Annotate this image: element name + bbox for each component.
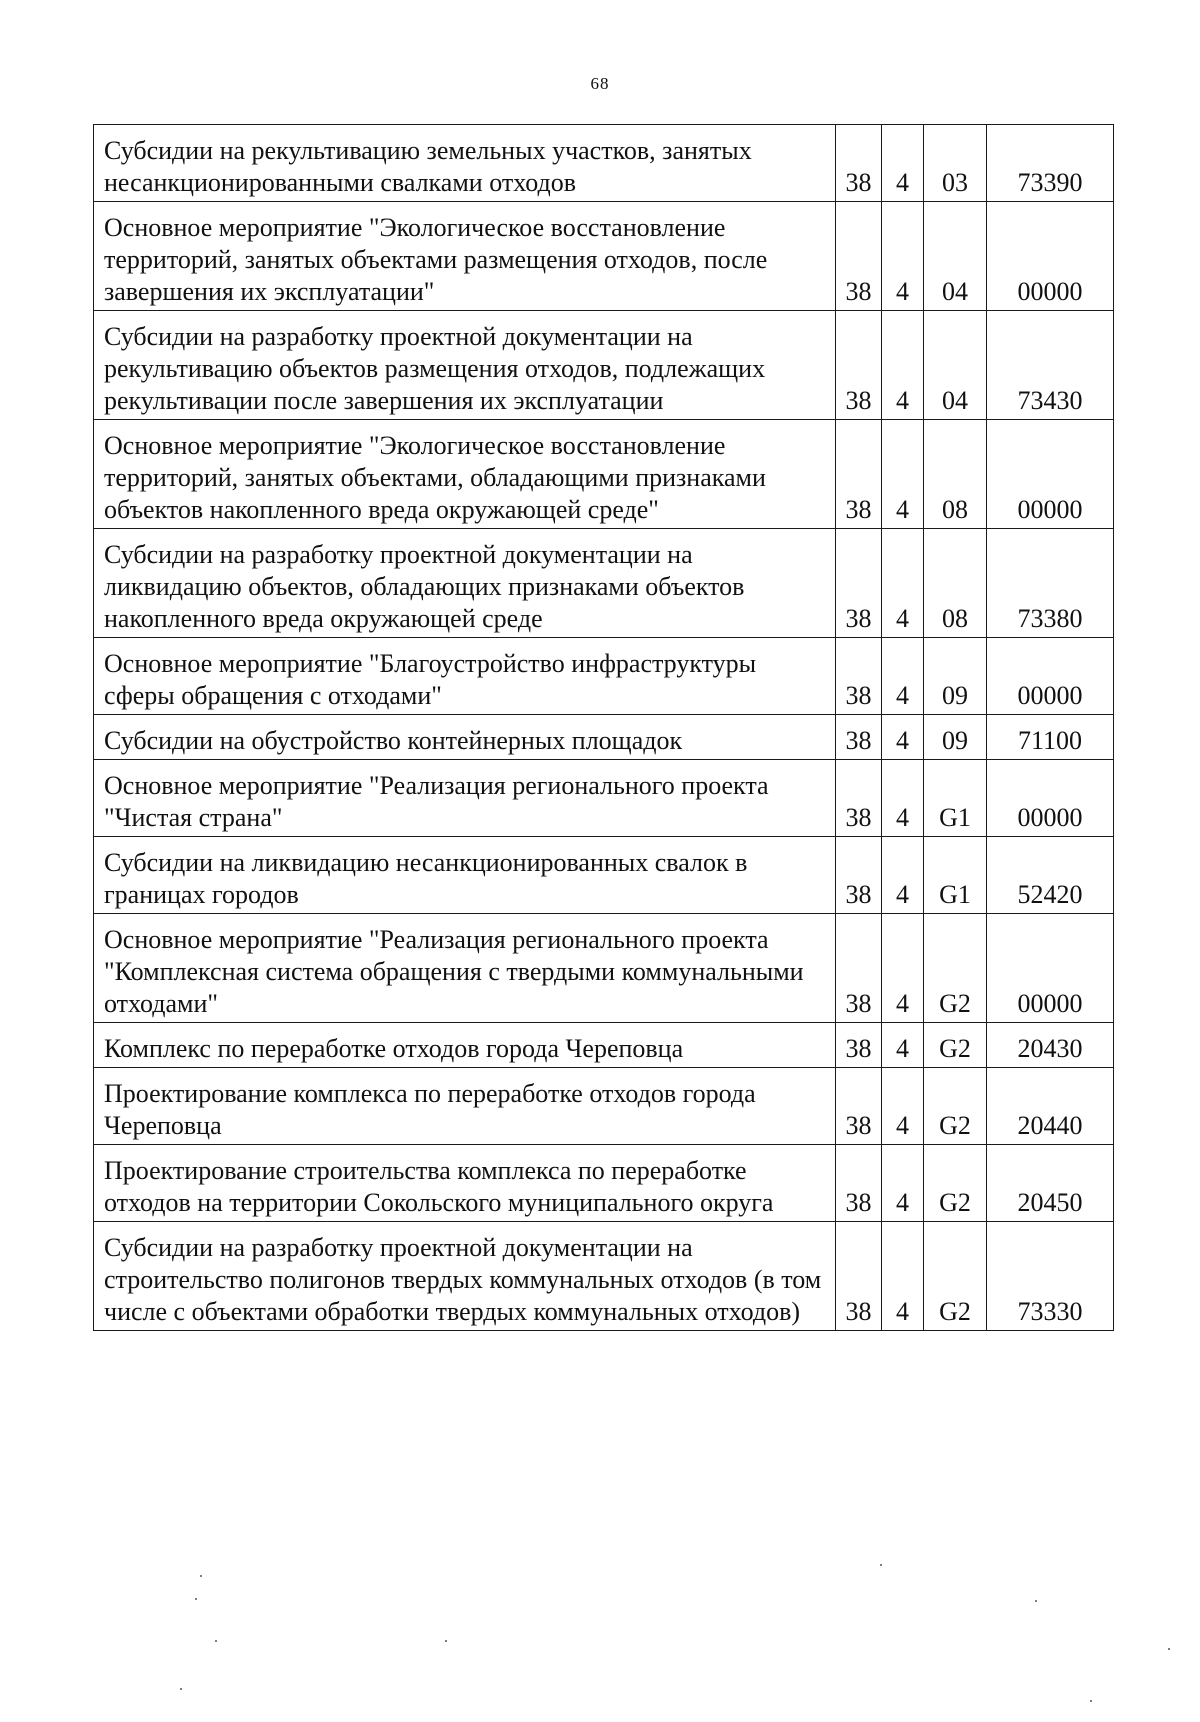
subprogram-code: 4 <box>882 529 924 638</box>
direction-code: 73430 <box>987 311 1114 420</box>
direction-code: 71100 <box>987 715 1114 760</box>
program-code: 38 <box>836 715 882 760</box>
row-name: Субсидии на рекультивацию земельных участков, занятых несанкционированными свалками отходов <box>94 125 836 202</box>
scan-speck <box>445 1640 447 1642</box>
scan-speck <box>200 1575 202 1577</box>
program-code: 38 <box>836 638 882 715</box>
row-name: Субсидии на разработку проектной документации на ликвидацию объектов, обладающих признаками объектов накопленного вреда окружающей среде <box>94 529 836 638</box>
main-event-code: G2 <box>924 1145 987 1222</box>
main-event-code: 03 <box>924 125 987 202</box>
main-event-code: 08 <box>924 420 987 529</box>
scan-speck <box>195 1598 197 1600</box>
scan-speck <box>180 1688 182 1690</box>
program-code: 38 <box>836 914 882 1023</box>
budget-classification-table <box>93 124 1114 1331</box>
row-name: Основное мероприятие "Реализация регионального проекта "Комплексная система обращения с твердыми коммунальными отходами" <box>94 914 836 1023</box>
direction-code: 20440 <box>987 1068 1114 1145</box>
subprogram-code: 4 <box>882 125 924 202</box>
row-name: Основное мероприятие "Реализация регионального проекта "Чистая страна" <box>94 760 836 837</box>
direction-code: 52420 <box>987 837 1114 914</box>
table-row <box>94 1023 1114 1068</box>
direction-code: 00000 <box>987 760 1114 837</box>
row-name: Субсидии на разработку проектной документации на рекультивацию объектов размещения отходов, подлежащих рекультивации после завершения их эксплуатации <box>94 311 836 420</box>
program-code: 38 <box>836 529 882 638</box>
direction-code: 20430 <box>987 1023 1114 1068</box>
main-event-code: G1 <box>924 837 987 914</box>
program-code: 38 <box>836 1145 882 1222</box>
direction-code: 73380 <box>987 529 1114 638</box>
direction-code: 73330 <box>987 1222 1114 1331</box>
main-event-code: G1 <box>924 760 987 837</box>
program-code: 38 <box>836 202 882 311</box>
subprogram-code: 4 <box>882 1222 924 1331</box>
subprogram-code: 4 <box>882 638 924 715</box>
table-row <box>94 202 1114 311</box>
row-name: Основное мероприятие "Экологическое восстановление территорий, занятых объектами размещения отходов, после завершения их эксплуатации" <box>94 202 836 311</box>
program-code: 38 <box>836 1068 882 1145</box>
table-row <box>94 837 1114 914</box>
program-code: 38 <box>836 1023 882 1068</box>
direction-code: 00000 <box>987 420 1114 529</box>
scan-speck <box>1035 1600 1037 1602</box>
scan-speck <box>1168 1648 1170 1650</box>
row-name: Субсидии на ликвидацию несанкционированных свалок в границах городов <box>94 837 836 914</box>
row-name: Субсидии на разработку проектной документации на строительство полигонов твердых коммунальных отходов (в том числе с объектами обработки твердых коммунальных отходов) <box>94 1222 836 1331</box>
main-event-code: 09 <box>924 638 987 715</box>
program-code: 38 <box>836 837 882 914</box>
table-row <box>94 1222 1114 1331</box>
row-name: Основное мероприятие "Благоустройство инфраструктуры сферы обращения с отходами" <box>94 638 836 715</box>
main-event-code: G2 <box>924 1068 987 1145</box>
table-row <box>94 1145 1114 1222</box>
subprogram-code: 4 <box>882 837 924 914</box>
table-row <box>94 420 1114 529</box>
subprogram-code: 4 <box>882 715 924 760</box>
page-number: 68 <box>590 74 610 93</box>
subprogram-code: 4 <box>882 1145 924 1222</box>
table-row <box>94 311 1114 420</box>
row-name: Комплекс по переработке отходов города Череповца <box>94 1023 836 1068</box>
main-event-code: 09 <box>924 715 987 760</box>
main-event-code: 04 <box>924 311 987 420</box>
table-row <box>94 760 1114 837</box>
row-name: Проектирование комплекса по переработке отходов города Череповца <box>94 1068 836 1145</box>
table-row <box>94 715 1114 760</box>
subprogram-code: 4 <box>882 420 924 529</box>
direction-code: 00000 <box>987 202 1114 311</box>
subprogram-code: 4 <box>882 914 924 1023</box>
row-name: Субсидии на обустройство контейнерных площадок <box>94 715 836 760</box>
main-event-code: G2 <box>924 1023 987 1068</box>
table-row <box>94 1068 1114 1145</box>
subprogram-code: 4 <box>882 1023 924 1068</box>
program-code: 38 <box>836 311 882 420</box>
scan-speck <box>215 1640 217 1642</box>
program-code: 38 <box>836 420 882 529</box>
direction-code: 20450 <box>987 1145 1114 1222</box>
table-row <box>94 914 1114 1023</box>
main-event-code: 08 <box>924 529 987 638</box>
table-row <box>94 638 1114 715</box>
subprogram-code: 4 <box>882 1068 924 1145</box>
table-row <box>94 529 1114 638</box>
main-event-code: 04 <box>924 202 987 311</box>
direction-code: 00000 <box>987 914 1114 1023</box>
scan-speck <box>880 1564 882 1566</box>
subprogram-code: 4 <box>882 760 924 837</box>
direction-code: 73390 <box>987 125 1114 202</box>
direction-code: 00000 <box>987 638 1114 715</box>
program-code: 38 <box>836 760 882 837</box>
program-code: 38 <box>836 125 882 202</box>
scan-speck <box>1090 1700 1092 1702</box>
row-name: Проектирование строительства комплекса по переработке отходов на территории Сокольского муниципального округа <box>94 1145 836 1222</box>
subprogram-code: 4 <box>882 311 924 420</box>
table-row <box>94 125 1114 202</box>
row-name: Основное мероприятие "Экологическое восстановление территорий, занятых объектами, обладающими признаками объектов накопленного вреда окружающей среде" <box>94 420 836 529</box>
main-event-code: G2 <box>924 914 987 1023</box>
subprogram-code: 4 <box>882 202 924 311</box>
program-code: 38 <box>836 1222 882 1331</box>
main-event-code: G2 <box>924 1222 987 1331</box>
